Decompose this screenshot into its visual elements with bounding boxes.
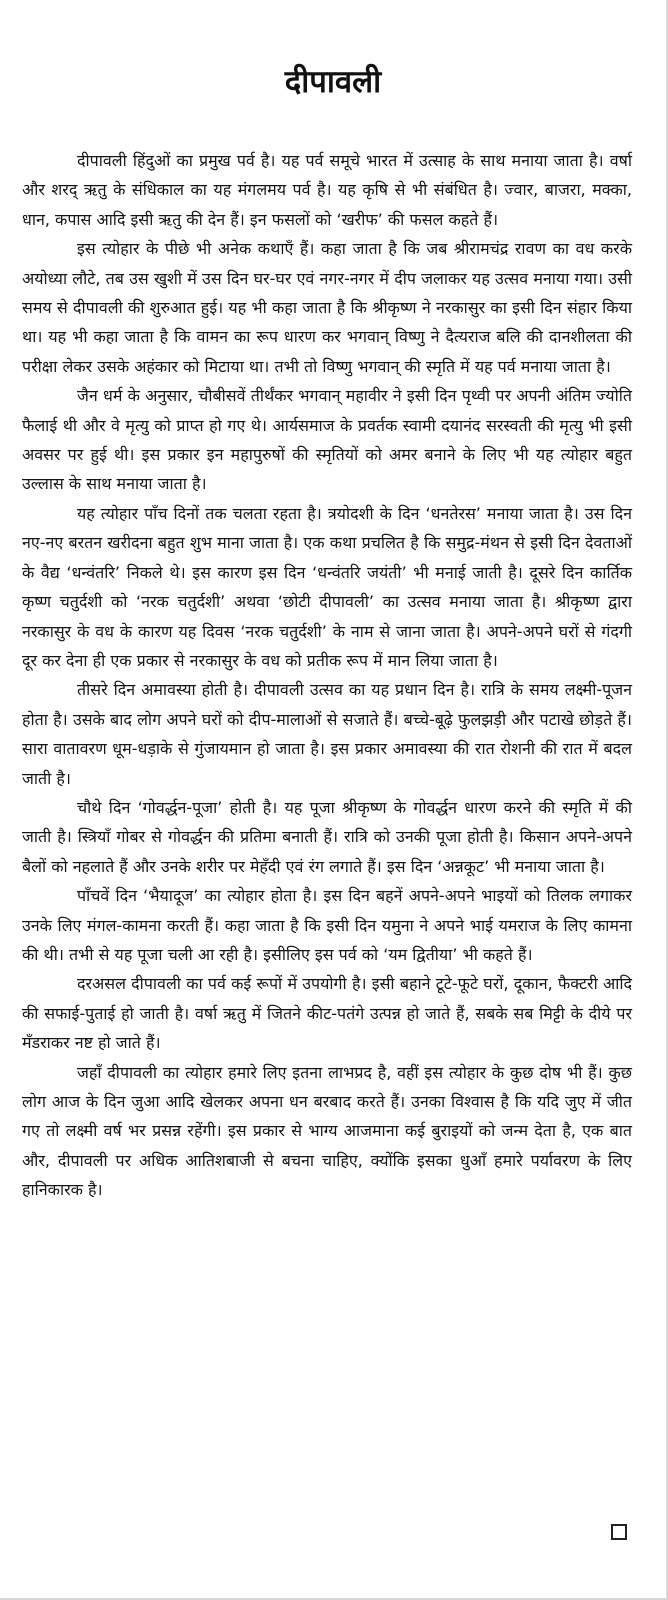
paragraph-1: दीपावली हिंदुओं का प्रमुख पर्व है। यह पर्व समूचे भारत में उत्साह के साथ मनाया जाता है। वर्षा और शरद् ऋतु के संधिकाल का यह मंगलमय पर्व है। यह कृषि से भी संबंधित है। ज्वार, बाजरा, मक्का, धान, कपास आदि इसी ऋतु की देन हैं। इन फसलों को ‘खरीफ’ की फसल कहते हैं।	[22, 151, 632, 229]
paragraph-2: इस त्योहार के पीछे भी अनेक कथाएँ हैं। कहा जाता है कि जब श्रीरामचंद्र रावण का वध करके अयोध्या लौटे, तब उस खुशी में उस दिन घर-घर एवं नगर-नगर में दीप जलाकर यह उत्सव मनाया गया। उसी समय से दीपावली की शुरुआत हुई। यह भी कहा जाता है कि श्रीकृष्ण ने नरकासुर का इसी दिन संहार किया था। यह भी कहा जाता है कि वामन का रूप धारण कर भगवान् विष्णु ने दैत्यराज बलि की दानशीलता की परीक्षा लेकर उसके अहंकार को मिटाया था। तभी तो विष्णु भगवान् की स्मृति में यह पर्व मनाया जाता है।	[22, 239, 632, 376]
paragraph-5: तीसरे दिन अमावस्या होती है। दीपावली उत्सव का यह प्रधान दिन है। रात्रि के समय लक्ष्मी-पूजन होता है। उसके बाद लोग अपने घरों को दीप-मालाओं से सजाते हैं। बच्चे-बूढ़े फुलझड़ी और पटाखे छोड़ते हैं। सारा वातावरण धूम-धड़ाके से गुंजायमान हो जाता है। इस प्रकार अमावस्या की रात रोशनी की रात में बदल जाती है।	[22, 680, 632, 788]
paragraph-7: पाँचवें दिन ‘भैयादूज’ का त्योहार होता है। इस दिन बहनें अपने-अपने भाइयों को तिलक लगाकर उनके लिए मंगल-कामना करती हैं। कहा जाता है कि इसी दिन यमुना ने अपने भाई यमराज के लिए कामना की थी। तभी से यह पूजा चली आ रही है। इसीलिए इस पर्व को ‘यम द्वितीया’ भी कहते हैं।	[22, 886, 632, 964]
paragraph-4: यह त्योहार पाँच दिनों तक चलता रहता है। त्रयोदशी के दिन ‘धनतेरस’ मनाया जाता है। उस दिन नए-नए बरतन खरीदना बहुत शुभ माना जाता है। एक कथा प्रचलित है कि समुद्र-मंथन से इसी दिन देवताओं के वैद्य ‘धन्वंतरि’ निकले थे। इस कारण इस दिन ‘धन्वंतरि जयंती’ भी मनाई जाती है। दूसरे दिन कार्तिक कृष्ण चतुर्दशी को ‘नरक चतुर्दशी’ अथवा ‘छोटी दीपावली’ का उत्सव मनाया जाता है। श्रीकृष्ण द्वारा नरकासुर के वध के कारण यह दिवस ‘नरक चतुर्दशी’ के नाम से जाना जाता है। अपने-अपने घरों से गंदगी दूर कर देना ही एक प्रकार से नरकासुर के वध को प्रतीक रूप में मान लिया जाता है।	[22, 503, 632, 670]
paragraph-6: चौथे दिन ‘गोवर्द्धन-पूजा’ होती है। यह पूजा श्रीकृष्ण के गोवर्द्धन धारण करने की स्मृति में की जाती है। स्त्रियाँ गोबर से गोवर्द्धन की प्रतिमा बनाती हैं। रात्रि को उनकी पूजा होती है। किसान अपने-अपने बैलों को नहलाते हैं और उनके शरीर पर मेहँदी एवं रंग लगाते हैं। इस दिन ‘अन्नकूट’ भी मनाया जाता है।	[22, 797, 632, 876]
essay-body	[22, 146, 632, 1205]
essay-title: दीपावली	[284, 64, 382, 100]
paragraph-3: जैन धर्म के अनुसार, चौबीसवें तीर्थंकर भगवान् महावीर ने इसी दिन पृथ्वी पर अपनी अंतिम ज्योति फैलाई थी और वे मृत्यु को प्राप्त हो गए थे। आर्यसमाज के प्रवर्तक स्वामी दयानंद सरस्वती की मृत्यु भी इसी अवसर पर हुई थी। इस प्रकार इन महापुरुषों की स्मृतियों को अमर बनाने के लिए भी यह त्योहार बहुत उल्लास के साथ मनाया जाता है।	[22, 386, 632, 494]
paragraph-8: दरअसल दीपावली का पर्व कई रूपों में उपयोगी है। इसी बहाने टूटे-फूटे घरों, दूकान, फैक्टरी आदि की सफाई-पुताई हो जाती है। वर्षा ऋतु में जितने कीट-पतंगे उत्पन्न हो जाते हैं, सबके सब मिट्टी के दीये पर मँडराकर नष्ट हो जाते हैं।	[22, 974, 632, 1053]
end-of-essay-square-icon	[611, 1524, 627, 1540]
paragraph-9: जहाँ दीपावली का त्योहार हमारे लिए इतना लाभप्रद है, वहीं इस त्योहार के कुछ दोष भी हैं। कुछ लोग आज के दिन जुआ आदि खेलकर अपना धन बरबाद करते हैं। उनका विश्वास है कि यदि जुए में जीत गए तो लक्ष्मी वर्ष भर प्रसन्न रहेंगी। इस प्रकार से भाग्य आजमाना कई बुराइयों को जन्म देता है, एक बात और, दीपावली पर अधिक आतिशबाजी से बचना चाहिए, क्योंकि इसका धुआँ हमारे पर्यावरण के लिए हानिकारक है।	[22, 1062, 632, 1200]
